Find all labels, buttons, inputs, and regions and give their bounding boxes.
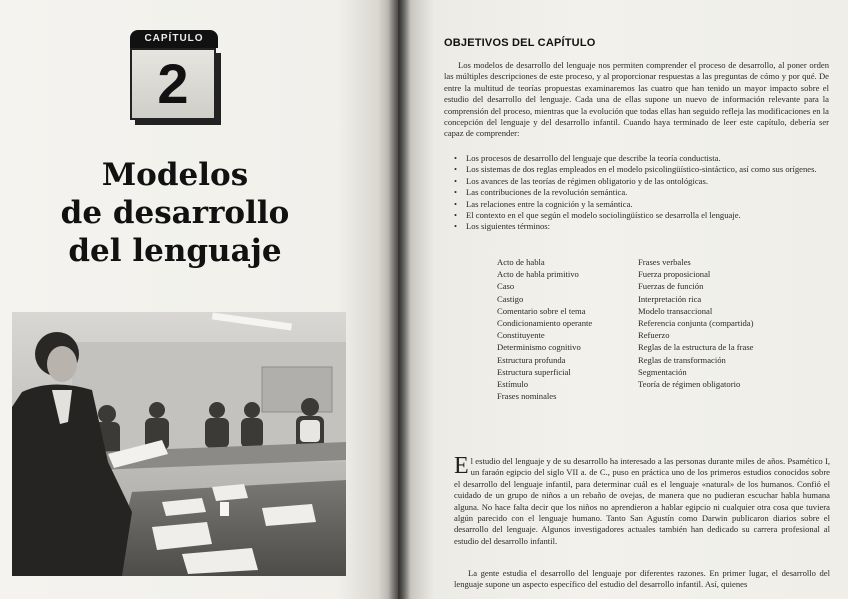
term-item: Condicionamiento operante: [497, 318, 593, 329]
term-item: Fuerzas de función: [638, 281, 704, 292]
drop-cap: E: [454, 453, 469, 479]
term-item: Fuerza proposicional: [638, 269, 711, 280]
classroom-photo-illustration: [12, 312, 346, 576]
term-item: Teoría de régimen obligatorio: [638, 379, 741, 390]
chapter-number: 2: [157, 52, 189, 115]
term-item: Interpretación rica: [638, 293, 702, 304]
body-paragraph: [454, 453, 830, 547]
chapter-title-line: de desarrollo: [60, 195, 290, 231]
term-item: Reglas de transformación: [638, 354, 726, 365]
list-item: • Los sistemas de dos reglas empleados en el modelo psicolingüístico-sintáctico, así como sus orígenes.: [454, 164, 830, 175]
list-item: • Las relaciones entre la cognición y la semántica.: [454, 199, 830, 210]
term-item: Reglas de la estructura de la frase: [638, 342, 754, 353]
list-item: • El contexto en el que según el modelo sociolingüístico se desarrolla el lenguaje.: [454, 210, 830, 221]
term-item: Referencia conjunta (compartida): [638, 318, 754, 329]
term-item: Estructura superficial: [497, 366, 571, 377]
term-item: Constituyente: [497, 330, 545, 341]
body-paragraph-text: l estudio del lenguaje y de su desarrollo ha interesado a las personas durante miles de años. Psamético I, un faraón egipcio del siglo VII a. de C., puso en práctica uno de los primeros estudios conocidos sobre el desarrollo del lenguaje infantil, para determinar cuál es el lenguaje «natural» de los humanos. Confió el cuidado de un grupo de niños a un rebaño de ovejas, de manera que no pudieran escuchar habla humana alguna. No hace falta decir que los niños no aprendieron a hablar egipcio ni cualquier otra cosa que tuviera algún parecido con el lenguaje humano. Tanto San Agustín como Darwin publicaron diarios sobre el desarrollo del lenguaje. Algunos investigadores actuales también han dedicado su carrera profesional al estudio del desarrollo infantil.: [454, 456, 830, 546]
body-paragraph: La gente estudia el desarrollo del lenguaje por diferentes razones. En primer lugar, el desarrollo del lenguaje supone un aspecto específico del estudio del desarrollo infantil. Así, quienes: [454, 568, 830, 590]
list-item: • Los procesos de desarrollo del lenguaje que describe la teoría conductista.: [454, 153, 830, 164]
term-item: Caso: [497, 281, 515, 292]
chapter-label: CAPÍTULO: [130, 30, 218, 48]
term-item: Frases verbales: [638, 257, 691, 267]
chapter-box: [130, 30, 218, 122]
term-item: Estímulo: [497, 379, 529, 390]
terms-list-left: [497, 256, 592, 402]
book-gutter: [388, 0, 410, 599]
term-item: Castigo: [497, 293, 524, 304]
term-item: Modelo transaccional: [638, 305, 713, 316]
term-item: Segmentación: [638, 366, 687, 377]
chapter-title-line: Modelos: [101, 157, 249, 193]
term-item: Frases nominales: [497, 391, 557, 402]
term-item: Determinismo cognitivo: [497, 342, 581, 353]
list-item: • Las contribuciones de la revolución semántica.: [454, 187, 830, 198]
term-item: Estructura profunda: [497, 354, 566, 365]
intro-paragraph: Los modelos de desarrollo del lenguaje nos permiten comprender el proceso de desarrollo, al poner orden las múltiples descripciones de este proceso, y al proporcionar respuestas a las preguntas de cómo y por qué. De entre la multitud de teorías propuestas examinaremos las cuatro que han tenido un mayor impacto sobre el estudio del desarrollo del lenguaje. Cada una de ellas supone un nuevo de información relevante para la comprensión del proceso, mientras que la evolución que todas ellas han seguido refleja las modificaciones en la concepción del lenguaje y del desarrollo infantil. Cuando haya terminado de leer este capítulo, debería ser capaz de comprender:: [444, 60, 829, 139]
list-item: • Los siguientes términos:: [454, 221, 830, 232]
term-item: Acto de habla primitivo: [497, 269, 579, 280]
objectives-list: [454, 153, 830, 233]
objectives-heading: OBJETIVOS DEL CAPÍTULO: [444, 37, 596, 49]
term-item: Comentario sobre el tema: [497, 305, 586, 316]
terms-list-right: [638, 256, 753, 390]
term-item: Refuerzo: [638, 330, 670, 341]
chapter-title-line: del lenguaje: [68, 233, 282, 269]
list-item: • Los avances de las teorías de régimen obligatorio y de las ontológicas.: [454, 176, 830, 187]
classroom-photo: [12, 312, 346, 576]
chapter-number-box: [130, 48, 216, 120]
term-item: Acto de habla: [497, 257, 545, 267]
chapter-title: [20, 156, 330, 270]
